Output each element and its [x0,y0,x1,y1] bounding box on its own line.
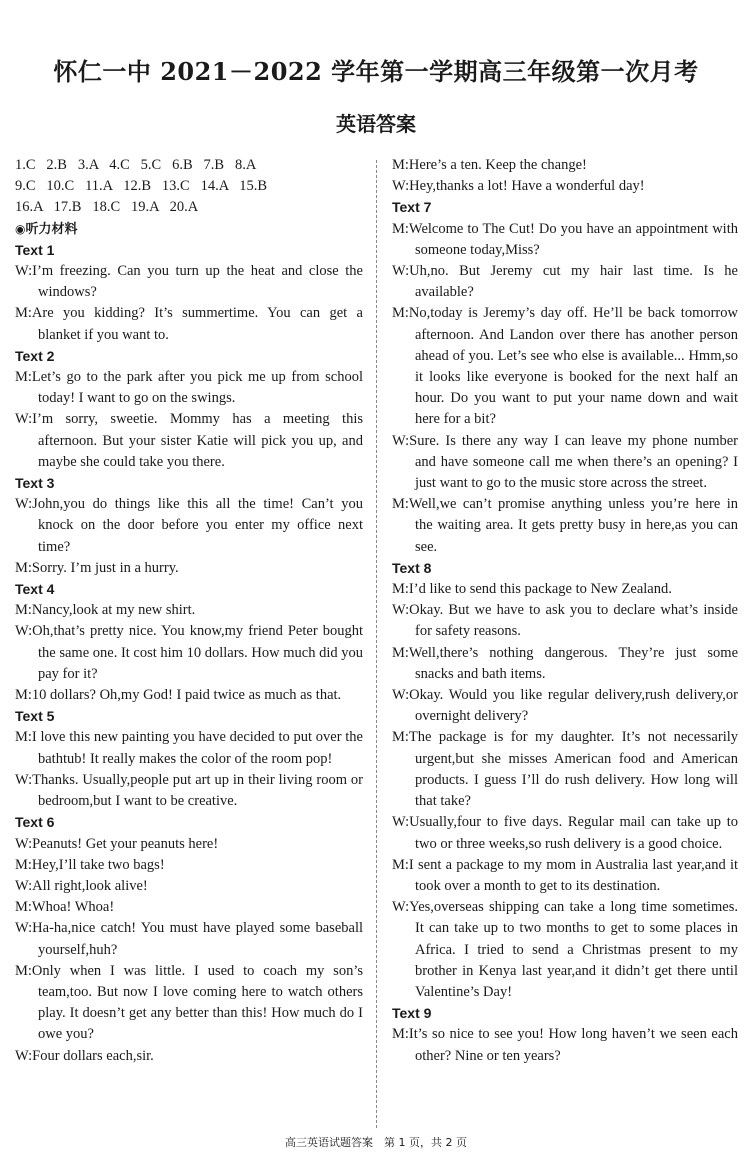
bullet-icon: ◉ [15,221,26,236]
dialogue-line: M:The package is for my daughter. It’s not necessarily urgent,but she misses American food and American products. I guess I’ll do rush delivery. How long will that take? [392,729,738,810]
text-heading: Text 4 [15,581,55,598]
dialogue-line: M:Welcome to The Cut! Do you have an appointment with someone today,Miss? [392,220,738,258]
text-heading: Text 1 [15,241,55,258]
text-heading: Text 6 [15,814,55,831]
dialogue-line: M:Whoa! Whoa! [15,899,115,916]
text-heading: Text 2 [15,347,55,364]
dialogue-line: W:Yes,overseas shipping can take a long time sometimes. It can take up to two months to get to some places in Africa. I tried to send a Christmas present to my brother in Kenya last year,and it didn’t get there until Valentine’s Day! [392,899,738,1000]
text-heading: Text 9 [392,1005,432,1022]
dialogue-line: M:Well,there’s nothing dangerous. They’re just some snacks and bath items. [392,644,738,682]
dialogue-line: W:Uh,no. But Jeremy cut my hair last time. Is he available? [392,263,738,301]
page-title: 怀仁一中 2021－2022 学年第一学期高三年级第一次月考 [53,57,699,86]
dialogue-line: M:Sorry. I’m just in a hurry. [15,559,179,576]
dialogue-line: W:All right,look alive! [15,877,148,894]
dialogue-line: M:Only when I was little. I used to coach my son’s team,too. But now I love coming here to watch others play. It doesn’t get any better than this! How much do I owe you? [15,962,363,1043]
answer-row: 16.A 17.B 18.C 19.A 20.A [15,199,199,216]
dialogue-line: M:Here’s a ten. Keep the change! [392,157,587,173]
listening-heading [15,219,363,240]
dialogue-line: M:It’s so nice to see you! How long haven’t we seen each other? Nine or ten years? [392,1026,738,1064]
dialogue-line: M:Nancy,look at my new shirt. [15,602,196,619]
dialogue-line: M:Hey,I’ll take two bags! [15,856,165,873]
page-subtitle: 英语答案 [336,112,416,136]
text-heading: Text 3 [15,475,55,492]
dialogue-line: W:Peanuts! Get your peanuts here! [15,835,219,852]
left-column [15,155,363,1067]
answer-row: 1.C 2.B 3.A 4.C 5.C 6.B 7.B 8.A [15,157,257,173]
dialogue-line: M:I’d like to send this package to New Zealand. [392,581,672,598]
listening-heading-label: 听力材料 [25,221,78,237]
answer-key [15,155,363,219]
text-heading: Text 7 [392,199,432,216]
right-column [392,155,738,1067]
column-divider [376,160,377,1128]
dialogue-line: M:Let’s go to the park after you pick me up from school today! I want to go on the swings. [15,369,363,407]
answer-row: 9.C 10.C 11.A 12.B 13.C 14.A 15.B [15,178,268,195]
page-footer: 高三英语试题答案 第 1 页，共 2 页 [285,1136,467,1149]
dialogue-line: W:Okay. Would you like regular delivery,rush delivery,or overnight delivery? [392,687,738,725]
dialogue-line: M:Are you kidding? It’s summertime. You can get a blanket if you want to. [15,305,363,343]
dialogue-line: W:John,you do things like this all the time! Can’t you knock on the door before you enter my office next time? [15,496,363,555]
text-heading: Text 5 [15,708,55,725]
dialogue-line: W:I’m sorry, sweetie. Mommy has a meeting this afternoon. But your sister Katie will pick you up, and maybe she could take you there. [15,411,363,470]
text-heading: Text 8 [392,559,432,576]
dialogue-line: W:I’m freezing. Can you turn up the heat and close the windows? [15,263,363,301]
dialogue-line: W:Sure. Is there any way I can leave my phone number and have someone call me when there’s an opening? I just want to go to the music store across the street. [392,432,738,492]
dialogue-line: W:Hey,thanks a lot! Have a wonderful day! [392,178,645,195]
dialogue-line: M:10 dollars? Oh,my God! I paid twice as much as that. [15,687,342,704]
dialogue-line: M:No,today is Jeremy’s day off. He’ll be back tomorrow afternoon. And Landon over there has another person ahead of you. Let’s see who else is available... Hmm,so it looks like everyone is booked for the next half an hour. Do you want to put your name down and wait here for a bit? [392,305,738,428]
dialogue-line: W:Okay. But we have to ask you to declare what’s inside for safety reasons. [392,602,738,640]
dialogue-line: W:Usually,four to five days. Regular mail can take up to two or three weeks,so rush delivery is a good choice. [392,814,738,852]
dialogue-line: W:Ha-ha,nice catch! You must have played some baseball yourself,huh? [15,920,363,958]
dialogue-line: W:Four dollars each,sir. [15,1047,154,1064]
dialogue-line: W:Thanks. Usually,people put art up in their living room or bedroom,but I want to be creative. [15,771,363,810]
dialogue-line: M:I sent a package to my mom in Australia last year,and it took over a month to get to its destination. [392,856,738,894]
dialogue-line: M:Well,we can’t promise anything unless you’re here in the waiting area. It gets pretty busy in here,as you can see. [392,496,738,555]
dialogue-line: W:Oh,that’s pretty nice. You know,my friend Peter bought the same one. It cost him 10 dollars. How much did you pay for it? [15,623,363,682]
dialogue-line: M:I love this new painting you have decided to put over the bathtub! It really makes the color of the room pop! [15,729,363,767]
